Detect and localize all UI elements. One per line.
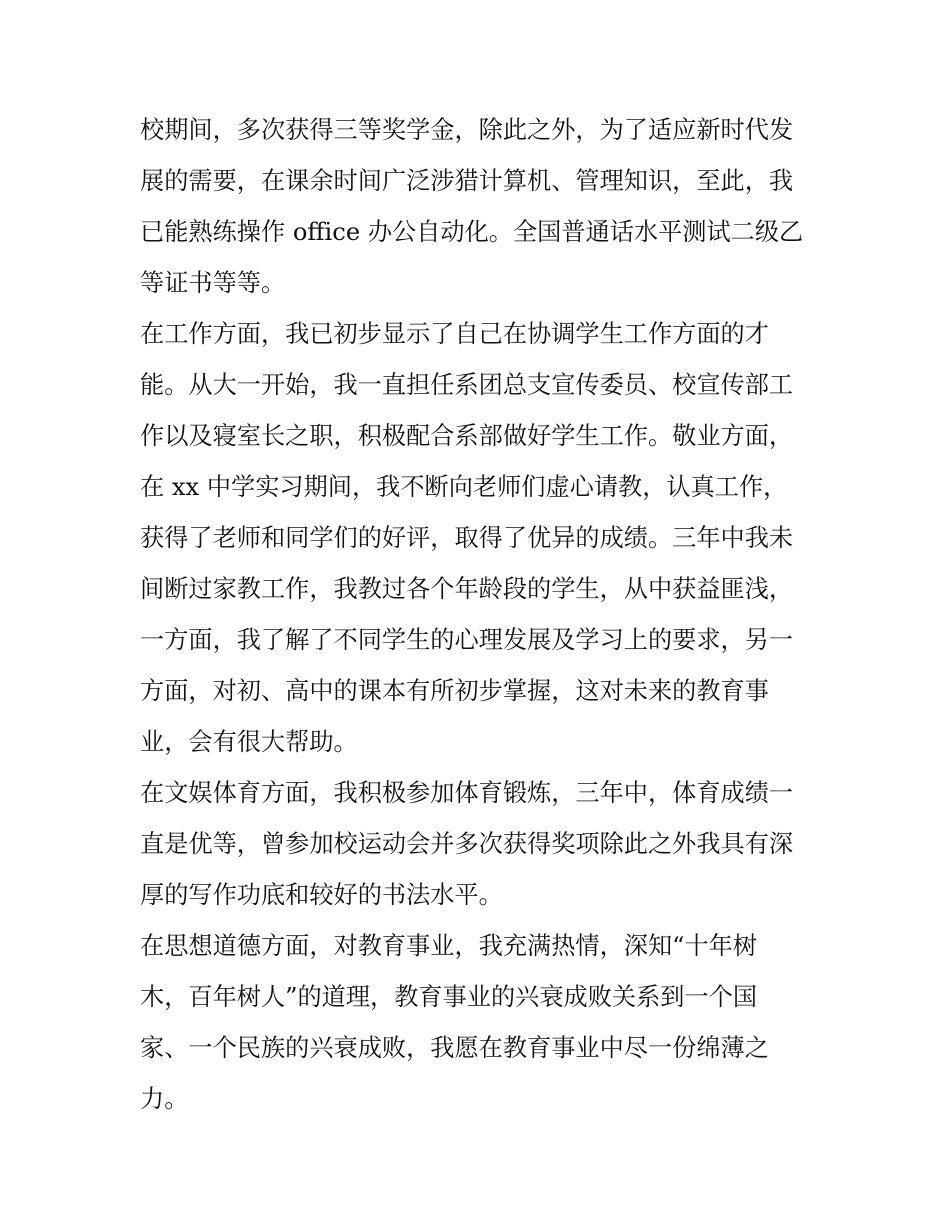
text-line: 展的需要，在课余时间广泛涉猎计算机、管理知识，至此，我 [140, 167, 794, 195]
text-line: 能。从大一开始，我一直担任系团总支宣传委员、校宣传部工 [140, 371, 794, 399]
paragraph-sports [140, 768, 820, 921]
paragraph-morality [140, 921, 820, 1125]
text-line: 在 xx 中学实习期间，我不断向老师们虚心请教，认真工作， [140, 473, 788, 501]
text-line: 校期间，多次获得三等奖学金，除此之外，为了适应新时代发 [140, 116, 794, 144]
text-line: 直是优等，曾参加校运动会并多次获得奖项除此之外我具有深 [140, 830, 794, 858]
text-line: 在思想道德方面，对教育事业，我充满热情，深知“十年树 [140, 932, 758, 960]
text-line: 木，百年树人”的道理，教育事业的兴衰成败关系到一个国 [140, 983, 758, 1011]
text-line: 厚的写作功底和较好的书法水平。 [140, 881, 503, 909]
paragraph-work [140, 309, 820, 768]
text-line: 家、一个民族的兴衰成败，我愿在教育事业中尽一份绵薄之 [140, 1034, 769, 1062]
document-body [140, 105, 820, 1125]
text-line: 方面，对初、高中的课本有所初步掌握，这对未来的教育事 [140, 677, 769, 705]
text-line: 已能熟练操作 office 办公自动化。全国普通话水平测试二级乙 [140, 218, 804, 246]
text-line: 在工作方面，我已初步显示了自己在协调学生工作方面的才 [140, 320, 769, 348]
paragraph-awards [140, 105, 820, 309]
text-line: 一方面，我了解了不同学生的心理发展及学习上的要求，另一 [140, 626, 794, 654]
text-line: 间断过家教工作，我教过各个年龄段的学生，从中获益匪浅， [140, 575, 794, 603]
text-line: 在文娱体育方面，我积极参加体育锻炼，三年中，体育成绩一 [140, 779, 794, 807]
text-line: 获得了老师和同学们的好评，取得了优异的成绩。三年中我未 [140, 524, 794, 552]
text-line: 等证书等等。 [140, 269, 286, 297]
text-line: 业，会有很大帮助。 [140, 728, 358, 756]
text-line: 力。 [140, 1085, 189, 1113]
text-line: 作以及寝室长之职，积极配合系部做好学生工作。敬业方面， [140, 422, 794, 450]
